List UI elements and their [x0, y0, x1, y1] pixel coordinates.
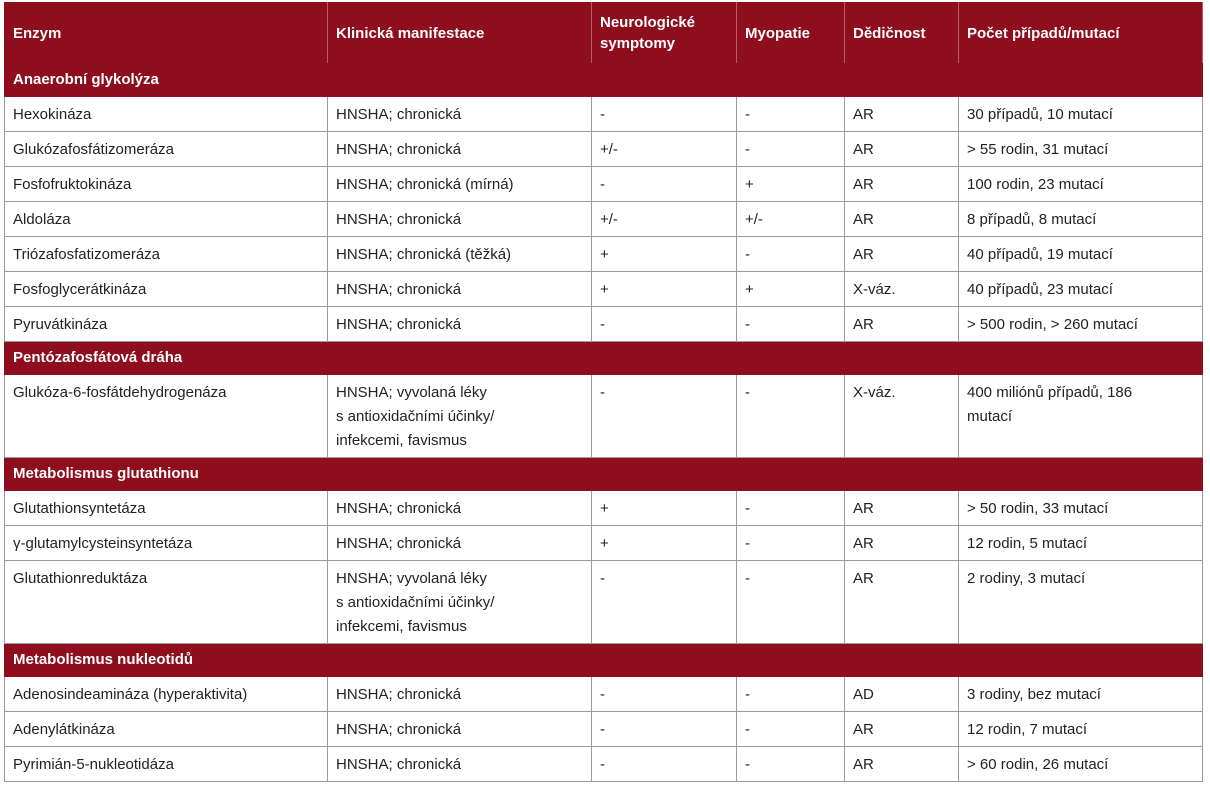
- cell-enzym: Glutathionreduktáza: [5, 561, 328, 644]
- cell-manifestace: HNSHA; chronická (těžká): [328, 237, 592, 272]
- cell-myopatie: +: [737, 272, 845, 307]
- cell-pocet: 8 případů, 8 mutací: [959, 202, 1203, 237]
- cell-manifestace: HNSHA; chronická: [328, 307, 592, 342]
- cell-neuro: -: [592, 677, 737, 712]
- cell-enzym: Glukózafosfátizomeráza: [5, 132, 328, 167]
- cell-enzym: Adenosindeamináza (hyperaktivita): [5, 677, 328, 712]
- cell-enzym: Fosfoglycerátkináza: [5, 272, 328, 307]
- cell-dedicnost: AR: [845, 747, 959, 782]
- section-title: Metabolismus nukleotidů: [5, 644, 1203, 677]
- cell-enzym: Aldoláza: [5, 202, 328, 237]
- cell-manifestace: HNSHA; chronická: [328, 97, 592, 132]
- header-pocet-pripadu: Počet případů/mutací: [959, 3, 1203, 64]
- cell-neuro: +/-: [592, 132, 737, 167]
- header-dedicnost: Dědičnost: [845, 3, 959, 64]
- cell-manifestace: HNSHA; chronická: [328, 132, 592, 167]
- cell-manifestace: HNSHA; vyvolaná léky s antioxidačními účinky/ infekcemi, favismus: [328, 375, 592, 458]
- table-row: [5, 167, 1203, 202]
- cell-neuro: -: [592, 97, 737, 132]
- table-row: [5, 132, 1203, 167]
- table-row: [5, 202, 1203, 237]
- cell-neuro: +/-: [592, 202, 737, 237]
- cell-enzym: γ-glutamylcysteinsyntetáza: [5, 526, 328, 561]
- table-row: [5, 375, 1203, 458]
- header-enzym: Enzym: [5, 3, 328, 64]
- cell-dedicnost: X-váz.: [845, 375, 959, 458]
- cell-myopatie: -: [737, 677, 845, 712]
- cell-manifestace: HNSHA; chronická: [328, 712, 592, 747]
- cell-myopatie: -: [737, 712, 845, 747]
- cell-dedicnost: AR: [845, 97, 959, 132]
- cell-manifestace: HNSHA; chronická: [328, 526, 592, 561]
- table-body: [5, 64, 1203, 782]
- cell-neuro: +: [592, 272, 737, 307]
- cell-pocet: > 60 rodin, 26 mutací: [959, 747, 1203, 782]
- table-row: [5, 237, 1203, 272]
- cell-neuro: +: [592, 237, 737, 272]
- cell-pocet: 30 případů, 10 mutací: [959, 97, 1203, 132]
- cell-neuro: +: [592, 491, 737, 526]
- cell-neuro: -: [592, 167, 737, 202]
- cell-neuro: -: [592, 747, 737, 782]
- cell-enzym: Triózafosfatizomeráza: [5, 237, 328, 272]
- header-neurologicke-symptomy: Neurologické symptomy: [592, 3, 737, 64]
- cell-pocet: 100 rodin, 23 mutací: [959, 167, 1203, 202]
- section-title: Pentózafosfátová dráha: [5, 342, 1203, 375]
- cell-dedicnost: AR: [845, 491, 959, 526]
- cell-myopatie: -: [737, 307, 845, 342]
- header-myopatie: Myopatie: [737, 3, 845, 64]
- table-row: [5, 272, 1203, 307]
- cell-manifestace: HNSHA; chronická: [328, 677, 592, 712]
- section-row: [5, 644, 1203, 677]
- section-row: [5, 342, 1203, 375]
- cell-manifestace: HNSHA; vyvolaná léky s antioxidačními účinky/ infekcemi, favismus: [328, 561, 592, 644]
- header-klinicka-manifestace: Klinická manifestace: [328, 3, 592, 64]
- cell-myopatie: -: [737, 491, 845, 526]
- cell-dedicnost: AR: [845, 561, 959, 644]
- cell-enzym: Pyruvátkináza: [5, 307, 328, 342]
- cell-myopatie: -: [737, 375, 845, 458]
- section-row: [5, 458, 1203, 491]
- cell-myopatie: -: [737, 747, 845, 782]
- cell-enzym: Glukóza-6-fosfátdehydrogenáza: [5, 375, 328, 458]
- table-row: [5, 677, 1203, 712]
- cell-manifestace: HNSHA; chronická (mírná): [328, 167, 592, 202]
- cell-pocet: 400 miliónů případů, 186 mutací: [959, 375, 1203, 458]
- cell-pocet: 40 případů, 19 mutací: [959, 237, 1203, 272]
- cell-dedicnost: AR: [845, 712, 959, 747]
- cell-dedicnost: AR: [845, 132, 959, 167]
- cell-pocet: 12 rodin, 7 mutací: [959, 712, 1203, 747]
- cell-myopatie: +: [737, 167, 845, 202]
- header-row: [5, 3, 1203, 64]
- cell-manifestace: HNSHA; chronická: [328, 202, 592, 237]
- table-row: [5, 491, 1203, 526]
- cell-manifestace: HNSHA; chronická: [328, 491, 592, 526]
- cell-myopatie: -: [737, 132, 845, 167]
- cell-neuro: -: [592, 375, 737, 458]
- cell-pocet: > 500 rodin, > 260 mutací: [959, 307, 1203, 342]
- section-title: Anaerobní glykolýza: [5, 64, 1203, 97]
- cell-pocet: > 55 rodin, 31 mutací: [959, 132, 1203, 167]
- cell-myopatie: +/-: [737, 202, 845, 237]
- table-row: [5, 307, 1203, 342]
- section-title: Metabolismus glutathionu: [5, 458, 1203, 491]
- cell-enzym: Glutathionsyntetáza: [5, 491, 328, 526]
- cell-manifestace: HNSHA; chronická: [328, 272, 592, 307]
- cell-dedicnost: X-váz.: [845, 272, 959, 307]
- cell-pocet: 12 rodin, 5 mutací: [959, 526, 1203, 561]
- cell-myopatie: -: [737, 526, 845, 561]
- table-row: [5, 561, 1203, 644]
- cell-myopatie: -: [737, 561, 845, 644]
- cell-dedicnost: AR: [845, 307, 959, 342]
- cell-enzym: Hexokináza: [5, 97, 328, 132]
- cell-enzym: Pyrimián-5-nukleotidáza: [5, 747, 328, 782]
- cell-neuro: -: [592, 712, 737, 747]
- cell-pocet: 3 rodiny, bez mutací: [959, 677, 1203, 712]
- cell-pocet: > 50 rodin, 33 mutací: [959, 491, 1203, 526]
- cell-dedicnost: AR: [845, 167, 959, 202]
- cell-pocet: 40 případů, 23 mutací: [959, 272, 1203, 307]
- cell-neuro: +: [592, 526, 737, 561]
- cell-dedicnost: AR: [845, 237, 959, 272]
- table-row: [5, 97, 1203, 132]
- section-row: [5, 64, 1203, 97]
- table-row: [5, 747, 1203, 782]
- cell-enzym: Adenylátkináza: [5, 712, 328, 747]
- cell-enzym: Fosfofruktokináza: [5, 167, 328, 202]
- table-row: [5, 526, 1203, 561]
- cell-neuro: -: [592, 561, 737, 644]
- cell-manifestace: HNSHA; chronická: [328, 747, 592, 782]
- cell-pocet: 2 rodiny, 3 mutací: [959, 561, 1203, 644]
- cell-neuro: -: [592, 307, 737, 342]
- cell-myopatie: -: [737, 237, 845, 272]
- cell-dedicnost: AR: [845, 202, 959, 237]
- cell-myopatie: -: [737, 97, 845, 132]
- table-row: [5, 712, 1203, 747]
- cell-dedicnost: AD: [845, 677, 959, 712]
- enzyme-table: [4, 2, 1203, 782]
- cell-dedicnost: AR: [845, 526, 959, 561]
